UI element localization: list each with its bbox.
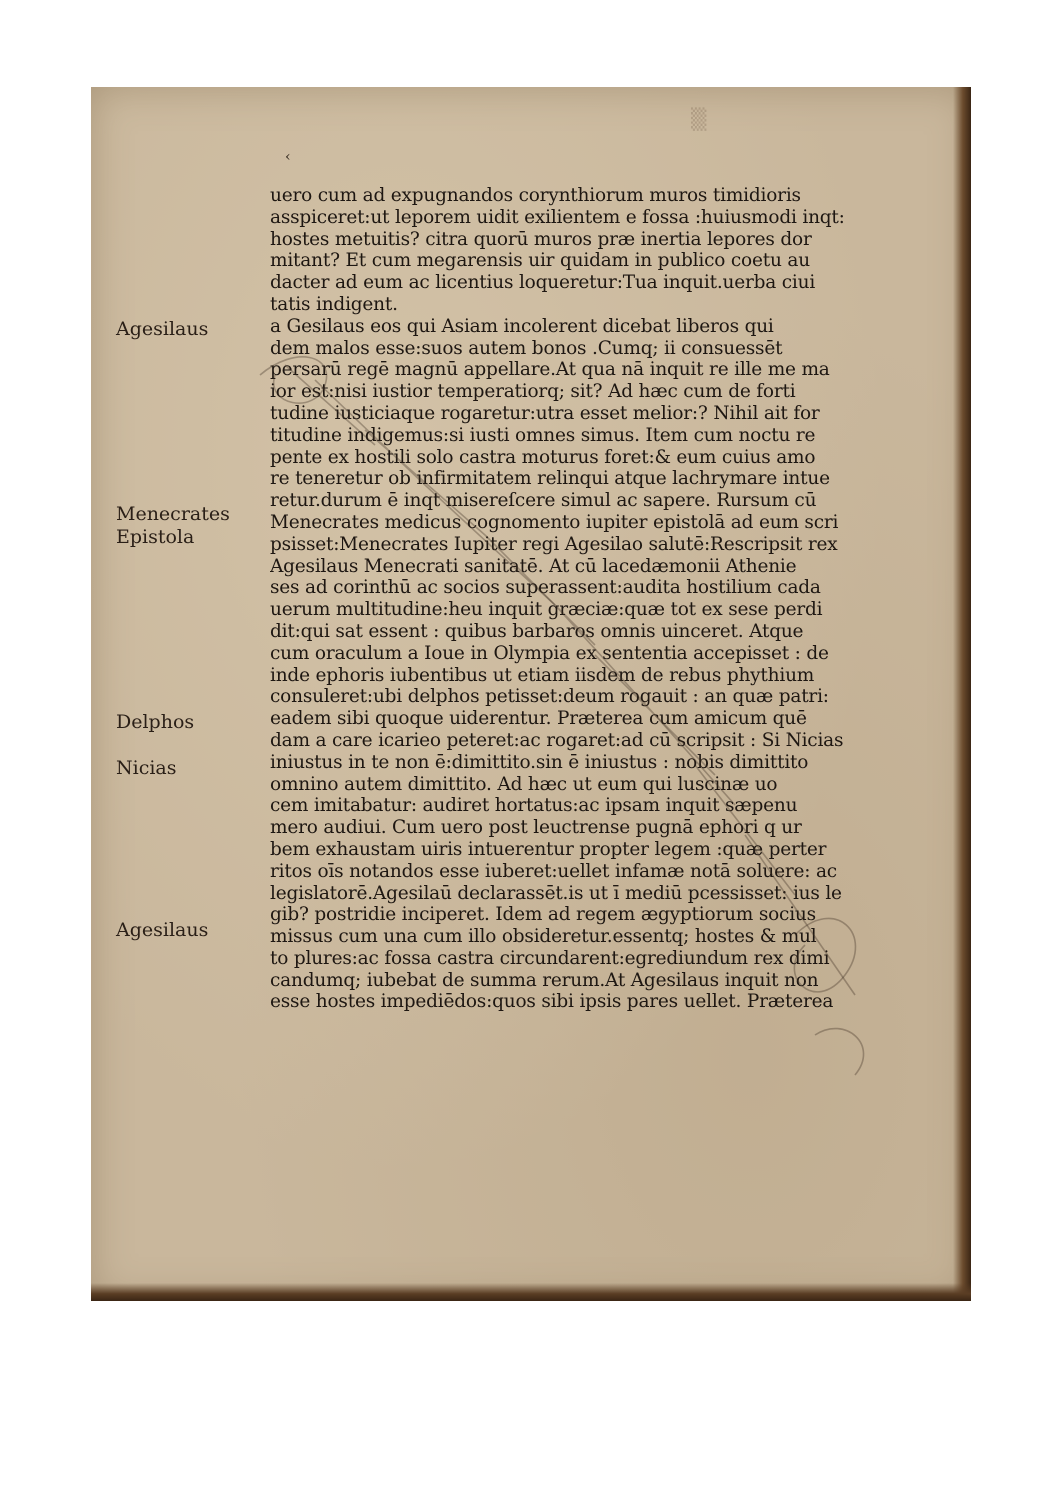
text-line: dacter ad eum ac licentius loqueretur:Tua inquit.uerba ciui — [270, 272, 816, 294]
text-line: dem malos esse:suos autem bonos .Cumq; ii consuessēt — [270, 337, 783, 359]
text-line: uerum multitudine:heu inquit græciæ:quæ tot ex sese perdi — [270, 599, 823, 621]
text-line: Agesilaus Menecrati sanitatē. At cū lacedæmonii Athenie — [270, 555, 797, 577]
text-line: esse hostes impediēdos:quos sibi ipsis pares uellet. Præterea — [270, 991, 834, 1013]
text-line: Menecrates medicus cognomento iupiter epistolā ad eum scri — [270, 511, 839, 533]
text-line: gib? postridie inciperet. Idem ad regem ægyptiorum socius — [270, 904, 816, 926]
text-line: asspiceret:ut leporem uidit exilientem e fossa :huiusmodi inqt: — [270, 206, 845, 228]
text-line: inde ephoris iubentibus ut etiam iisdem de rebus phythium — [270, 664, 815, 686]
text-line: missus cum una cum illo obsideretur.essentq; hostes & mul — [270, 926, 817, 948]
text-line: titudine indigemus:si iusti omnes simus. Item cum noctu re — [270, 424, 816, 446]
text-line: uero cum ad expugnandos corynthiorum muros timidioris — [270, 185, 801, 206]
margin-note-epistola: Epistola — [116, 526, 195, 548]
margin-note-agesilaus-2: Agesilaus — [116, 919, 209, 941]
ghost-bleedthrough: ▒ — [691, 107, 707, 131]
text-line: bem exhaustam uiris intuerentur propter legem :quæ perter — [270, 838, 827, 860]
text-line: iniustus in te non ē:dimittito.sin ē iniustus : nobis dimittito — [270, 751, 809, 773]
text-line: re teneretur ob infirmitatem relinqui atque lachrymare intue — [270, 468, 830, 490]
margin-note-nicias: Nicias — [116, 757, 177, 779]
text-line: dit:qui sat essent : quibus barbaros omnis uinceret. Atque — [270, 620, 804, 642]
text-line: to plures:ac fossa castra circundarent:egrediundum rex dimi — [270, 947, 830, 969]
text-line: tatis indigent. — [270, 293, 398, 315]
text-line: dam a care icarieo peteret:ac rogaret:ad cū scripsit : Si Nicias — [270, 729, 844, 751]
margin-note-agesilaus-1: Agesilaus — [116, 318, 209, 340]
text-line: pente ex hostili solo castra moturus foret:& eum cuius amo — [270, 446, 816, 468]
text-line: ior est:nisi iustior temperatiorq; sit? Ad hæc cum de forti — [270, 381, 796, 403]
margin-note-menecrates: Menecrates — [116, 503, 230, 525]
text-line: mero audiui. Cum uero post leuctrense pugnā ephori q ur — [270, 817, 802, 839]
text-line: omnino autem dimittito. Ad hæc ut eum qui luscinæ uo — [270, 773, 778, 795]
text-line: ritos oīs notandos esse iuberet:uellet infamæ notā soluere: ac — [270, 860, 837, 882]
text-line: a Gesilaus eos qui Asiam incolerent dicebat liberos qui — [270, 315, 774, 337]
text-line: cem imitabatur: audiret hortatus:ac ipsam inquit sæpenu — [270, 795, 798, 817]
text-line: ses ad corinthū ac socios superassent:audita hostilium cada — [270, 577, 821, 599]
text-line: candumq; iubebat de summa rerum.At Agesilaus inquit non — [270, 969, 819, 991]
top-mark: ‹ — [285, 149, 291, 165]
main-text-block — [270, 185, 870, 1013]
text-line: legislatorē.Agesilaū declarassēt.is ut ī mediū pcessisset: ius le — [270, 882, 842, 904]
text-line: tudine iusticiaque rogaretur:utra esset melior:? Nihil ait for — [270, 402, 820, 424]
text-line: mitant? Et cum megarensis uir quidam in publico coetu au — [270, 250, 810, 272]
text-line: cum oraculum a Ioue in Olympia ex sententia accepisset : de — [270, 642, 829, 664]
text-line: retur.durum ē inqt misereſcere simul ac sapere. Rursum cū — [270, 490, 817, 512]
text-line: consuleret:ubi delphos petisset:deum rogauit : an quæ patri: — [270, 686, 829, 708]
text-line: psisset:Menecrates Iupiter regi Agesilao salutē:Rescripsit rex — [270, 533, 838, 555]
text-line: persarū regē magnū appellare.At qua nā inquit re ille me ma — [270, 359, 830, 381]
margin-note-delphos: Delphos — [116, 711, 195, 733]
text-line: eadem sibi quoque uiderentur. Præterea cum amicum quē — [270, 708, 807, 730]
page-bottom-edge — [91, 1283, 971, 1301]
text-line: hostes metuitis? citra quorū muros præ inertia lepores dor — [270, 228, 812, 250]
page-right-edge — [953, 87, 971, 1301]
